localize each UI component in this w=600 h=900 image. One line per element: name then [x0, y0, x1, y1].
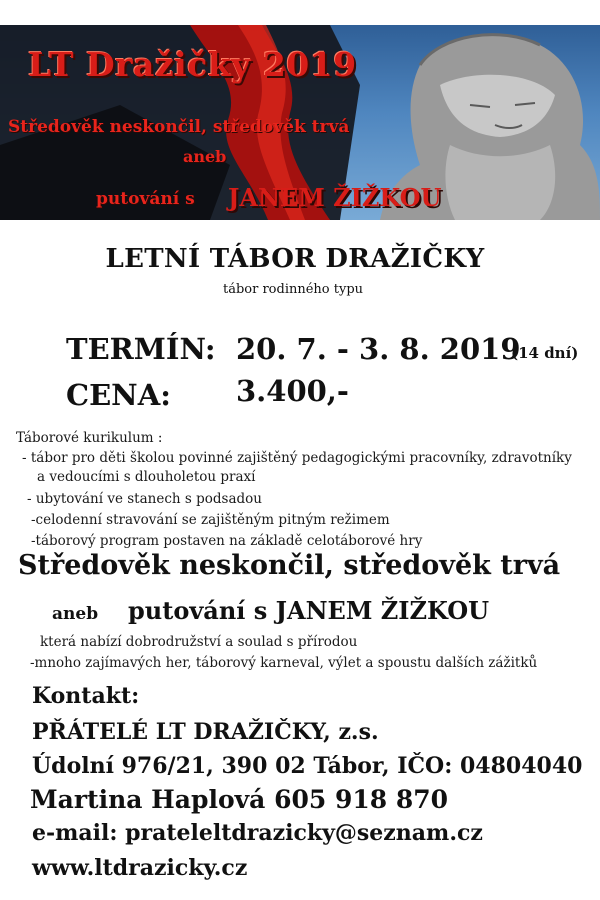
extra-line: která nabízí dobrodružství a soulad s přírodou — [40, 634, 358, 650]
contact-email[interactable]: e-mail: prateleltdrazicky@seznam.cz — [32, 820, 483, 846]
termin-value: 20. 7. - 3. 8. 2019 — [236, 332, 521, 366]
banner-aneb: aneb — [183, 147, 227, 166]
extra-line: -mnoho zajímavých her, táborový karneval, výlet a spoustu dalších zážitků — [30, 655, 538, 671]
curriculum-item: - ubytování ve stanech s podsadou — [27, 491, 262, 507]
banner-subtitle: Středověk neskončil, středověk trvá — [8, 117, 350, 137]
motto-line2: putování s JANEM ŽIŽKOU — [128, 596, 490, 625]
header-banner — [0, 25, 600, 220]
termin-label: TERMÍN: — [66, 332, 216, 366]
curriculum-item: -táborový program postaven na základě celotáborové hry — [31, 533, 423, 549]
cena-label: CENA: — [66, 378, 171, 412]
contact-address: Údolní 976/21, 390 02 Tábor, IČO: 04804040 — [32, 753, 583, 779]
motto-aneb: aneb — [52, 604, 99, 624]
contact-website[interactable]: www.ltdrazicky.cz — [32, 855, 248, 881]
contact-label: Kontakt: — [32, 683, 140, 709]
curriculum-item: - tábor pro děti školou povinné zajištěný pedagogickými pracovníky, zdravotníky — [22, 450, 572, 466]
contact-org: PŘÁTELÉ LT DRAŽIČKY, z.s. — [32, 719, 379, 745]
cena-value: 3.400,- — [236, 374, 349, 408]
curriculum-title: Táborové kurikulum : — [16, 430, 163, 446]
page-subtitle: tábor rodinného typu — [222, 282, 364, 297]
page-title: LETNÍ TÁBOR DRAŽIČKY — [105, 244, 485, 274]
termin-days: (14 dní) — [511, 344, 579, 362]
banner-title: LT Dražičky 2019 — [28, 45, 357, 84]
curriculum-item: a vedoucími s dlouholetou praxí — [37, 469, 256, 485]
banner-janem-zizkou: JANEM ŽIŽKOU — [228, 183, 442, 212]
motto-line1: Středověk neskončil, středověk trvá — [18, 550, 561, 581]
curriculum-item: -celodenní stravování se zajištěným pitným režimem — [31, 512, 390, 528]
contact-person-phone: Martina Haplová 605 918 870 — [30, 785, 449, 814]
banner-putovani: putování s — [96, 189, 195, 209]
